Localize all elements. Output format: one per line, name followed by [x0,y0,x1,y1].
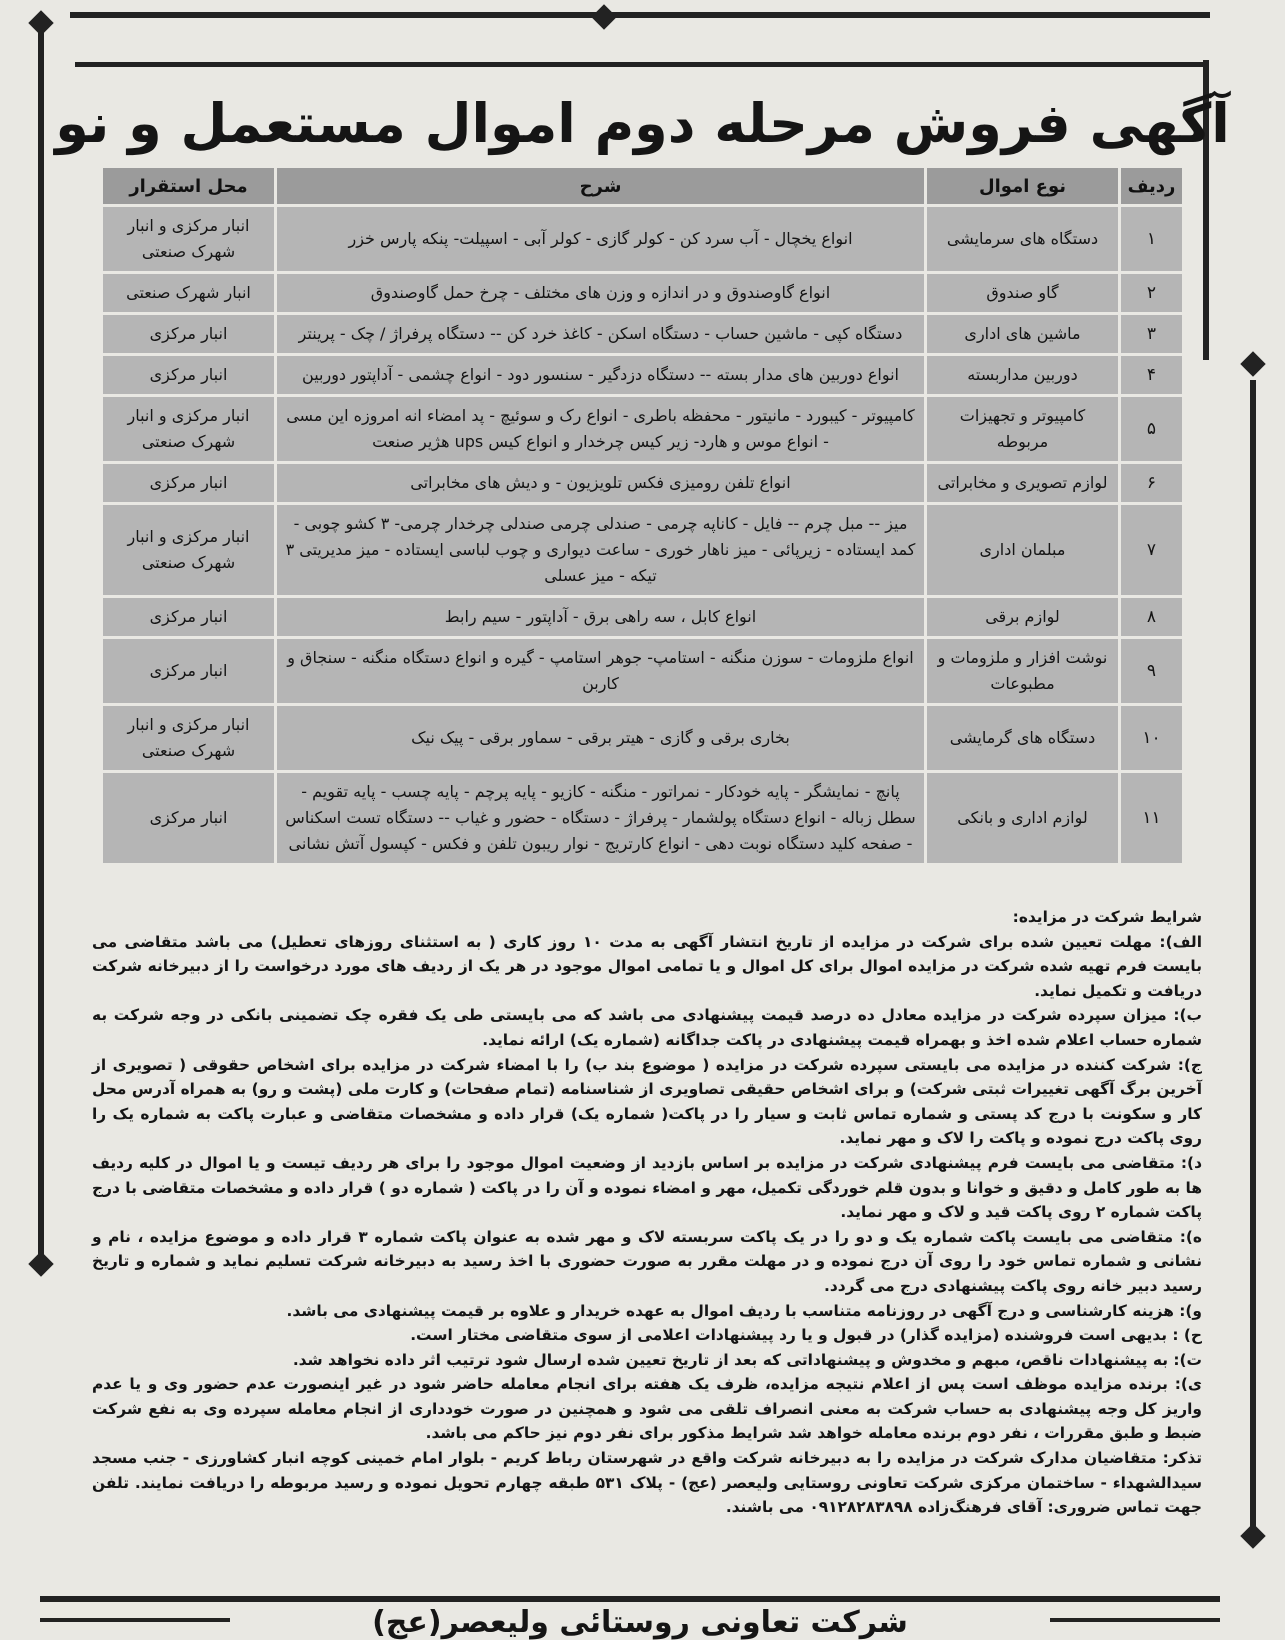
location-cell: انبار مرکزی [103,356,274,394]
type-cell: دستگاه های سرمایشی [927,207,1118,271]
row-number-cell: ۷ [1121,505,1182,595]
frame-left-border [38,30,44,1260]
diamond-ornament-icon [28,10,53,35]
company-signature: شرکت تعاونی روستائی ولیعصر(عج) [372,1605,908,1640]
table-row [103,274,1182,312]
footer-rule [40,1618,230,1622]
row-number-cell: ۶ [1121,464,1182,502]
row-number-cell: ۳ [1121,315,1182,353]
type-cell: مبلمان اداری [927,505,1118,595]
type-cell: دوربین مداربسته [927,356,1118,394]
condition-item: ح) : بدیهی است فروشنده (مزایده گذار) در قبول و یا رد پیشنهادات اعلامی از سوی متقاضی مختار است. [410,1326,1202,1345]
description-cell: انواع کابل ، سه راهی برق - آداپتور - سیم رابط [277,598,924,636]
condition-item: ج): شرکت کننده در مزایده می بایستی سپرده شرکت در مزایده ( موضوع بند ب) را با امضاء شرکت در مزایده برای اشخاص حقوقی ( تصویری از آخرین برگ آگهی تغییرات ثبتی شرکت) و برای اشخاص حقیقی تصاویری از شناسنامه (تمام صفحات) و کارت ملی (پشت و رو) به همراه آدرس محل کار و سکونت با درج کد پستی و شماره تماس ثابت و سیار را در پاکت( شماره یک) قرار داده و مشخصات متقاضی و عبارت پاکت به شماره یک را روی پاکت درج نموده و پاکت را لاک و مهر نماید. [92,1055,1202,1148]
description-cell: بخاری برقی و گازی - هیتر برقی - سماور برقی - پیک نیک [277,706,924,770]
location-cell: انبار مرکزی [103,639,274,703]
row-number-cell: ۱۱ [1121,773,1182,863]
description-cell: انواع تلفن رومیزی فکس تلویزیون - و دیش های مخابراتی [277,464,924,502]
table-row [103,356,1182,394]
table-row [103,207,1182,271]
table-row [103,315,1182,353]
condition-item: الف): مهلت تعیین شده برای شرکت در مزایده از تاریخ انتشار آگهی به مدت ۱۰ روز کاری ( به استثنای روزهای تعطیل) می باشد متقاضی می بایست فرم تهیه شده شرکت در مزایده اموال برای کل اموال و یا تمامی اموال موجود در هر یک از ردیف های مورد درخواست را از دبیرخانه شرکت دریافت و تکمیل نماید. [92,932,1202,1000]
row-number-cell: ۱ [1121,207,1182,271]
type-cell: گاو صندوق [927,274,1118,312]
condition-item: د): متقاضی می بایست فرم پیشنهادی شرکت در مزایده بر اساس بازدید از وضعیت اموال موجود را برای هر ردیف تیست و یا اموال در کلیه ردیف ها به طور کامل و دقیق و خوانا و بدون قلم خوردگی تکمیل، مهر و امضاء نموده و آن را در پاکت ( شماره دو ) قرار داده و مشخصات متقاضی با درج پاکت شماره ۲ روی پاکت قید و لاک و مهر نماید. [92,1153,1202,1222]
location-cell: انبار مرکزی [103,315,274,353]
frame-top-border [70,12,1210,18]
description-cell: انواع ملزومات - سوزن منگنه - استامپ- جوهر استامپ - گیره و انواع دستگاه منگنه - سنجاق و کاربن [277,639,924,703]
type-cell: لوازم تصویری و مخابراتی [927,464,1118,502]
row-number-cell: ۲ [1121,274,1182,312]
diamond-ornament-icon [28,1251,53,1276]
location-cell: انبار مرکزی [103,464,274,502]
condition-item: ب): میزان سپرده شرکت در مزایده معادل ده درصد قیمت پیشنهادی می باشد که می بایستی طی یک فقره چک تضمینی بانکی در وجه شرکت به شماره حساب اعلام شده اخذ و بهمراه قیمت پیشنهادی در پاکت جداگانه (شماره یک) ارائه نماید. [92,1006,1202,1049]
condition-item: ت): به پیشنهادات ناقص، مبهم و مخدوش و پیشنهاداتی که بعد از تاریخ تعیین شده ارسال شود ترتیب اثر داده نخواهد شد. [292,1350,1202,1369]
conditions-section [92,905,1202,1520]
type-cell: دستگاه های گرمایشی [927,706,1118,770]
diamond-ornament-icon [1240,1523,1265,1548]
description-cell: انواع گاوصندوق و در اندازه و وزن های مختلف - چرخ حمل گاوصندوق [277,274,924,312]
table-row [103,505,1182,595]
frame-inner-border [75,62,1205,67]
description-cell: میز -- مبل چرم -- فایل - کاناپه چرمی - صندلی چرمی صندلی چرخدار چرمی- ۳ کشو چوبی - کمد ایستاده - زیرپائی - میز ناهار خوری - ساعت دیواری و چوب لباسی ایستاده - میز مدیریتی ۳ تیکه - میز عسلی [277,505,924,595]
frame-bottom-border [40,1596,1220,1602]
table-row [103,397,1182,461]
header-type: نوع اموال [927,168,1118,204]
type-cell: لوازم اداری و بانکی [927,773,1118,863]
type-cell: لوازم برقی [927,598,1118,636]
location-cell: انبار مرکزی و انبار شهرک صنعتی [103,397,274,461]
condition-item: ه): متقاضی می بایست پاکت شماره یک و دو را در یک پاکت سربسته لاک و مهر شده به عنوان پاکت شماره ۳ قرار داده و موضوع مزایده ، نام و نشانی و شماره تماس خود را روی آن درج نموده و در مهلت مقرر به صورت حضوری با اخذ رسید به دبیرخانه شرکت تسلیم نماید و شماره و تاریخ رسید دبیر خانه روی پاکت پیشنهادی درج می گردد. [92,1227,1202,1295]
row-number-cell: ۹ [1121,639,1182,703]
table-row [103,773,1182,863]
frame-right-lower-border [1250,380,1256,1530]
condition-item: و): هزینه کارشناسی و درج آگهی در روزنامه متناسب با ردیف اموال به عهده خریدار و علاوه بر قیمت پیشنهادی می باشد. [286,1301,1202,1320]
type-cell: کامپیوتر و تجهیزات مربوطه [927,397,1118,461]
items-table [100,165,1185,866]
header-description: شرح [277,168,924,204]
row-number-cell: ۴ [1121,356,1182,394]
type-cell: ماشین های اداری [927,315,1118,353]
description-cell: کامپیوتر - کیبورد - مانیتور - محفظه باطری - انواع رک و سوئیچ - پد امضاء انه امروزه این مسی - انواع موس و هارد- زیر کیس چرخدار و انواع کیس ups هژیر صنعت [277,397,924,461]
table-row [103,706,1182,770]
type-cell: نوشت افزار و ملزومات و مطبوعات [927,639,1118,703]
description-cell: انواع دوربین های مدار بسته -- دستگاه دزدگیر - سنسور دود - انواع چشمی - آداپتور دوربین [277,356,924,394]
table-header-row [103,168,1182,204]
table-row [103,598,1182,636]
location-cell: انبار مرکزی و انبار شهرک صنعتی [103,706,274,770]
row-number-cell: ۱۰ [1121,706,1182,770]
description-cell: پانچ - نمایشگر - پایه خودکار - نمراتور - منگنه - کازیو - پایه پرچم - پایه چسب - پایه تقویم - سطل زباله - انواع دستگاه پولشمار - پرفراژ - دستگاه - حضور و غیاب -- دستگاه تست اسکناس - صفحه کلید دستگاه نوبت دهی - انواع کارتریج - نوار ریبون تلفن و فکس - کپسول آتش نشانی [277,773,924,863]
row-number-cell: ۵ [1121,397,1182,461]
conditions-heading: شرایط شرکت در مزایده: [1012,908,1202,926]
location-cell: انبار مرکزی و انبار شهرک صنعتی [103,505,274,595]
footer-rule [1050,1618,1220,1622]
description-cell: دستگاه کپی - ماشین حساب - دستگاه اسکن - کاغذ خرد کن -- دستگاه پرفراژ / چک - پرینتر [277,315,924,353]
location-cell: انبار مرکزی [103,773,274,863]
diamond-ornament-icon [591,4,616,29]
description-cell: انواع یخچال - آب سرد کن - کولر گازی - کولر آبی - اسپیلت- پنکه پارس خزر [277,207,924,271]
table-row [103,639,1182,703]
location-cell: انبار شهرک صنعتی [103,274,274,312]
header-location: محل استقرار [103,168,274,204]
header-row-number: ردیف [1121,168,1182,204]
condition-item: ی): برنده مزایده موظف است پس از اعلام نتیجه مزایده، ظرف یک هفته برای انجام معامله حاضر شود در غیر اینصورت عدم حضور وی و یا عدم واریز کل وجه پیشنهادی به حساب شرکت به معنی انصراف تلقی می شود و همچنین در صورت خودداری از انجام معامله سپرده وی به نفع شرکت ضبط و طبق مقررات ، نفر دوم برنده معامله خواهد شد شرایط مذکور برای نفر دوم نیز حاکم می باشد. [92,1375,1202,1443]
location-cell: انبار مرکزی و انبار شهرک صنعتی [103,207,274,271]
location-cell: انبار مرکزی [103,598,274,636]
diamond-ornament-icon [1240,351,1265,376]
page-title: آگهی فروش مرحله دوم اموال مستعمل و نو [55,92,1230,155]
row-number-cell: ۸ [1121,598,1182,636]
condition-item: تذکر: متقاضیان مدارک شرکت در مزایده را به دبیرخانه شرکت واقع در شهرستان رباط کریم - بلوار امام خمینی کوچه انبار کشاورزی - جنب مسجد سیدالشهداء - ساختمان مرکزی شرکت تعاونی روستایی ولیعصر (عج) - پلاک ۵۳۱ طبقه چهارم تحویل نموده و رسید مربوطه را دریافت نمایند. تلفن جهت تماس ضروری: آقای فرهنگ‌زاده ۰۹۱۲۸۲۸۳۸۹۸ می باشند. [92,1449,1202,1517]
table-row [103,464,1182,502]
